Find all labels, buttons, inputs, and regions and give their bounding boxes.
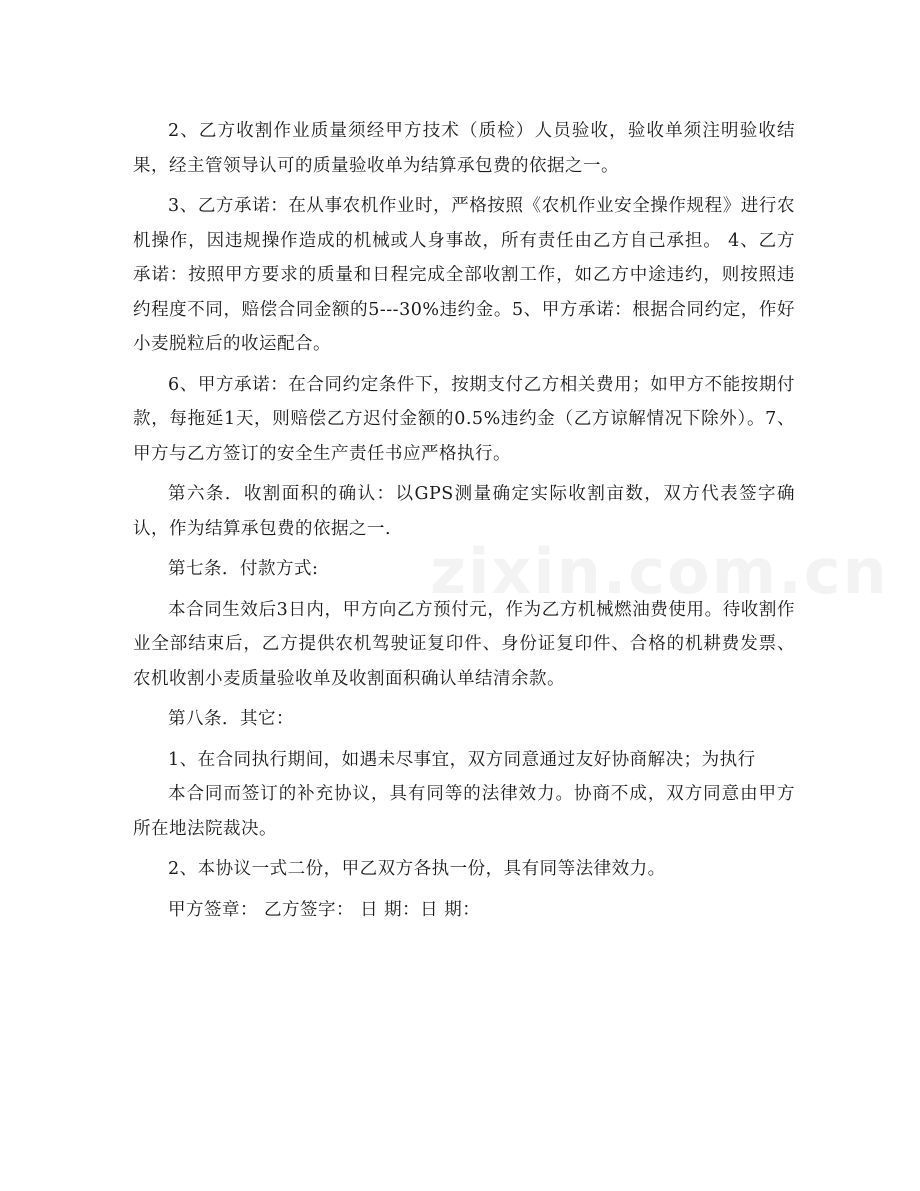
paragraph-payment: 本合同生效后3日内，甲方向乙方预付元，作为乙方机械燃油费使用。待收割作业全部结束后，乙方提供农机驾驶证复印件、身份证复印件、合格的机耕费发票、农机收割小麦质量验收单及收割面积确认单结清余款。 [133, 599, 795, 689]
signature-line: 甲方签章： 乙方签字： 日 期：日 期： [168, 899, 481, 920]
paragraph-other-1-cont: 本合同而签订的补充协议，具有同等的法律效力。协商不成，双方同意由甲方所在地法院裁决。 [133, 784, 795, 839]
paragraph-other-2: 2、本协议一式二份，甲乙双方各执一份，具有同等法律效力。 [168, 859, 666, 879]
paragraph-article-6: 第六条．收割面积的确认：以GPS测量确定实际收割亩数，双方代表签字确认，作为结算承包费的依据之一. [133, 484, 795, 539]
document-body [133, 114, 795, 933]
heading-article-8: 第八条．其它： [168, 709, 294, 729]
paragraph-clause-2: 2、乙方收割作业质量须经甲方技术（质检）人员验收，验收单须注明验收结果，经主管领导认可的质量验收单为结算承包费的依据之一。 [133, 121, 795, 176]
paragraph-other-1: 1、在合同执行期间，如遇未尽事宜，双方同意通过友好协商解决；为执行 [168, 749, 756, 770]
paragraph-clause-6-7: 6、甲方承诺：在合同约定条件下，按期支付乙方相关费用；如甲方不能按期付款，每拖延1天，则赔偿乙方迟付金额的0.5%违约金（乙方谅解情况下除外）。7、甲方与乙方签订的安全生产责任书应严格执行。 [133, 374, 795, 464]
paragraph-clause-3-5: 3、乙方承诺：在从事农机作业时，严格按照《农机作业安全操作规程》进行农机操作，因违规操作造成的机械或人身事故，所有责任由乙方自己承担。 4、乙方承诺：按照甲方要求的质量和日程完成全部收割工作，如乙方中途违约，则按照违约程度不同，赔偿合同金额的5---30%违约金。5、甲方承诺：根据合同约定，作好小麦脱粒后的收运配合。 [133, 196, 795, 354]
watermark: zixin.com.cn [430, 535, 889, 608]
heading-article-7: 第七条．付款方式: [168, 559, 319, 579]
